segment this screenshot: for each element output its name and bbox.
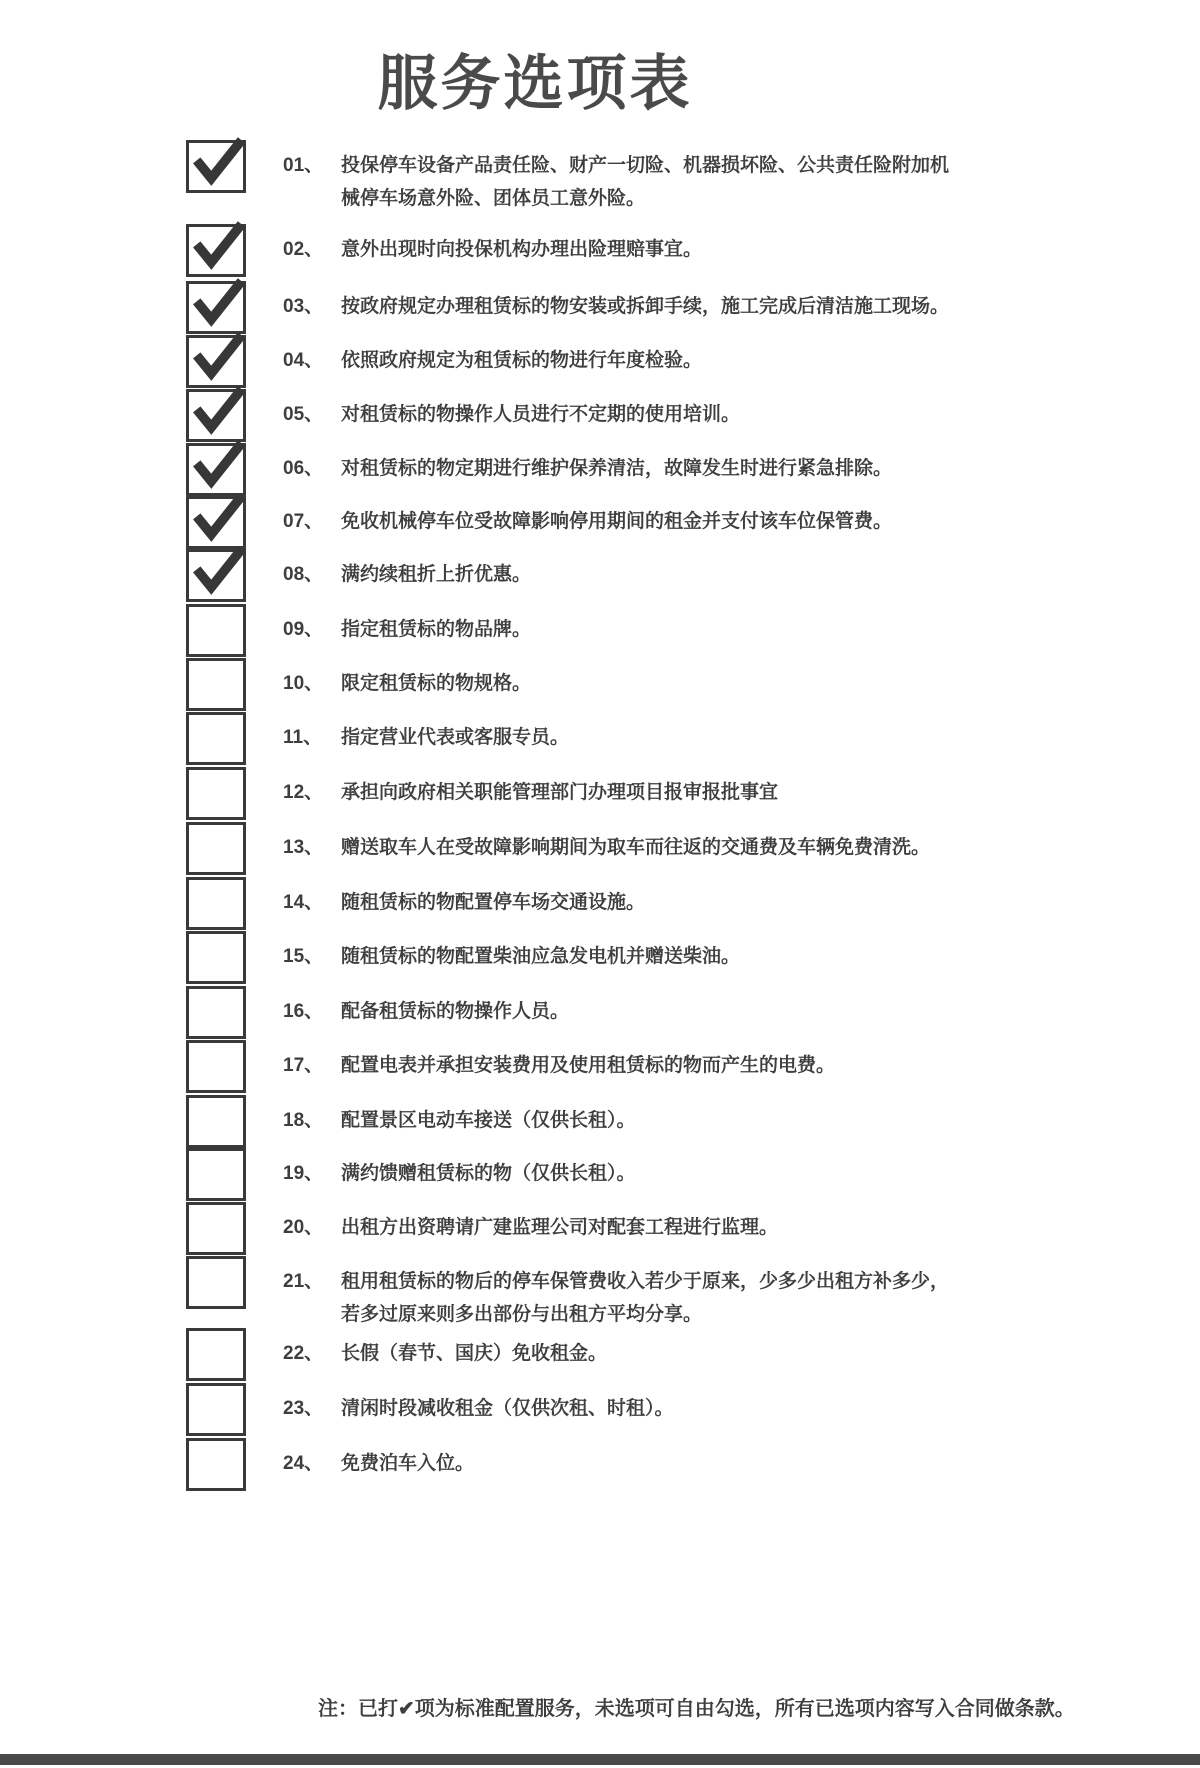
checklist-item-label bbox=[283, 995, 956, 1028]
checklist-row bbox=[186, 549, 956, 602]
checklist-row bbox=[186, 140, 956, 215]
checkbox[interactable] bbox=[186, 931, 246, 984]
checkmark-icon bbox=[190, 383, 246, 439]
checklist-item-label bbox=[283, 613, 956, 646]
item-text: 意外出现时向投保机构办理出险理赔事宜。 bbox=[341, 239, 703, 260]
item-text: 随租赁标的物配置停车场交通设施。 bbox=[341, 892, 646, 913]
item-number: 07、 bbox=[283, 511, 324, 532]
checklist-row bbox=[186, 877, 956, 930]
checkbox[interactable] bbox=[186, 1095, 246, 1148]
item-text: 免收机械停车位受故障影响停用期间的租金并支付该车位保管费。 bbox=[341, 511, 893, 532]
checkbox[interactable] bbox=[186, 281, 246, 334]
checkbox[interactable] bbox=[186, 1438, 246, 1491]
item-number: 12、 bbox=[283, 782, 324, 803]
checkbox[interactable] bbox=[186, 389, 246, 442]
checklist-item-label bbox=[283, 1049, 956, 1082]
checkbox[interactable] bbox=[186, 549, 246, 602]
checklist-row bbox=[186, 1438, 956, 1491]
checklist-item-label bbox=[283, 344, 956, 377]
checklist-item-label bbox=[283, 1392, 956, 1425]
footnote: 注：已打✔项为标准配置服务，未选项可自由勾选，所有已选项内容写入合同做条款。 bbox=[318, 1698, 1075, 1720]
checkbox[interactable] bbox=[186, 712, 246, 765]
item-text: 长假（春节、国庆）免收租金。 bbox=[341, 1343, 608, 1364]
checklist-item-label bbox=[283, 886, 956, 919]
item-text: 依照政府规定为租赁标的物进行年度检验。 bbox=[341, 350, 703, 371]
item-number: 24、 bbox=[283, 1453, 324, 1474]
item-text: 配置景区电动车接送（仅供长租）。 bbox=[341, 1110, 636, 1131]
checkbox[interactable] bbox=[186, 604, 246, 657]
item-number: 05、 bbox=[283, 404, 324, 425]
checklist-item-label bbox=[283, 721, 956, 754]
checklist-item-label bbox=[283, 776, 956, 809]
item-text: 清闲时段减收租金（仅供次租、时租）。 bbox=[341, 1398, 674, 1419]
checklist-item-label bbox=[283, 149, 956, 215]
checkbox[interactable] bbox=[186, 1202, 246, 1255]
page-title: 服务选项表 bbox=[377, 50, 693, 117]
item-number: 18、 bbox=[283, 1110, 324, 1131]
checkbox[interactable] bbox=[186, 986, 246, 1039]
checkbox[interactable] bbox=[186, 496, 246, 549]
checkbox[interactable] bbox=[186, 1148, 246, 1201]
checkbox[interactable] bbox=[186, 767, 246, 820]
bottom-bar bbox=[0, 1754, 1200, 1765]
item-text: 赠送取车人在受故障影响期间为取车而往返的交通费及车辆免费清洗。 bbox=[341, 837, 931, 858]
item-text: 随租赁标的物配置柴油应急发电机并赠送柴油。 bbox=[341, 946, 741, 967]
checklist-row bbox=[186, 1040, 956, 1093]
checkmark-icon bbox=[190, 437, 246, 493]
item-text: 配备租赁标的物操作人员。 bbox=[341, 1001, 570, 1022]
item-text: 对租赁标的物操作人员进行不定期的使用培训。 bbox=[341, 404, 741, 425]
checkbox[interactable] bbox=[186, 335, 246, 388]
item-number: 14、 bbox=[283, 892, 324, 913]
item-text: 租用租赁标的物后的停车保管费收入若少于原来，少多少出租方补多少，若多过原来则多出部份与出租方平均分享。 bbox=[341, 1271, 950, 1325]
checkbox[interactable] bbox=[186, 1383, 246, 1436]
checklist-row bbox=[186, 1328, 956, 1381]
checklist-item-label bbox=[283, 1211, 956, 1244]
checklist-row bbox=[186, 822, 956, 875]
checklist-row bbox=[186, 1148, 956, 1201]
checkmark-icon bbox=[190, 543, 246, 599]
checklist-item-label bbox=[283, 667, 956, 700]
checklist-item-label bbox=[283, 1157, 956, 1190]
item-text: 出租方出资聘请广建监理公司对配套工程进行监理。 bbox=[341, 1217, 779, 1238]
checklist-item-label bbox=[283, 1337, 956, 1370]
item-text: 承担向政府相关职能管理部门办理项目报审报批事宜 bbox=[341, 782, 779, 803]
item-number: 01、 bbox=[283, 155, 324, 176]
item-number: 08、 bbox=[283, 564, 324, 585]
item-text: 指定租赁标的物品牌。 bbox=[341, 619, 532, 640]
checkbox[interactable] bbox=[186, 1256, 246, 1309]
checklist-item-label bbox=[283, 558, 956, 591]
checklist-row bbox=[186, 443, 956, 496]
item-number: 22、 bbox=[283, 1343, 324, 1364]
item-number: 10、 bbox=[283, 673, 324, 694]
item-number: 06、 bbox=[283, 458, 324, 479]
checklist-item-label bbox=[283, 233, 956, 266]
checklist-row bbox=[186, 335, 956, 388]
item-text: 对租赁标的物定期进行维护保养清洁，故障发生时进行紧急排除。 bbox=[341, 458, 893, 479]
checkbox[interactable] bbox=[186, 224, 246, 277]
item-number: 02、 bbox=[283, 239, 324, 260]
checkbox[interactable] bbox=[186, 822, 246, 875]
checklist-row bbox=[186, 931, 956, 984]
item-number: 19、 bbox=[283, 1163, 324, 1184]
checkbox[interactable] bbox=[186, 1328, 246, 1381]
checklist-row bbox=[186, 712, 956, 765]
checklist-row bbox=[186, 604, 956, 657]
checklist-item-label bbox=[283, 831, 956, 864]
item-text: 限定租赁标的物规格。 bbox=[341, 673, 532, 694]
checklist-item-label bbox=[283, 1447, 956, 1480]
checkmark-icon bbox=[190, 218, 246, 274]
checkmark-icon bbox=[190, 490, 246, 546]
checkmark-icon bbox=[190, 329, 246, 385]
item-text: 满约馈赠租赁标的物（仅供长租）。 bbox=[341, 1163, 636, 1184]
item-number: 03、 bbox=[283, 296, 324, 317]
checklist-row bbox=[186, 1256, 956, 1331]
item-number: 15、 bbox=[283, 946, 324, 967]
checklist-item-label bbox=[283, 940, 956, 973]
checkmark-icon bbox=[190, 275, 246, 331]
checkbox[interactable] bbox=[186, 1040, 246, 1093]
item-number: 16、 bbox=[283, 1001, 324, 1022]
item-number: 17、 bbox=[283, 1055, 324, 1076]
checklist-row bbox=[186, 389, 956, 442]
checklist-item-label bbox=[283, 452, 956, 485]
checklist-row bbox=[186, 496, 956, 549]
checklist-row bbox=[186, 1202, 956, 1255]
item-text: 配置电表并承担安装费用及使用租赁标的物而产生的电费。 bbox=[341, 1055, 836, 1076]
item-number: 13、 bbox=[283, 837, 324, 858]
item-number: 21、 bbox=[283, 1271, 324, 1292]
checklist-row bbox=[186, 767, 956, 820]
item-number: 04、 bbox=[283, 350, 324, 371]
checklist-row bbox=[186, 1095, 956, 1148]
checklist-item-label bbox=[283, 1265, 956, 1331]
checklist-row bbox=[186, 1383, 956, 1436]
checkbox[interactable] bbox=[186, 877, 246, 930]
item-number: 23、 bbox=[283, 1398, 324, 1419]
checkmark-icon bbox=[190, 134, 246, 190]
checklist-row bbox=[186, 281, 956, 334]
checkbox[interactable] bbox=[186, 140, 246, 193]
checklist-item-label bbox=[283, 505, 956, 538]
checklist-row bbox=[186, 224, 956, 277]
item-text: 满约续租折上折优惠。 bbox=[341, 564, 532, 585]
item-number: 11、 bbox=[283, 727, 323, 748]
checklist-item-label bbox=[283, 290, 956, 323]
checklist-row bbox=[186, 986, 956, 1039]
item-text: 投保停车设备产品责任险、财产一切险、机器损坏险、公共责任险附加机械停车场意外险、团体员工意外险。 bbox=[341, 155, 950, 209]
item-number: 20、 bbox=[283, 1217, 324, 1238]
checkbox[interactable] bbox=[186, 658, 246, 711]
checklist-item-label bbox=[283, 1104, 956, 1137]
item-number: 09、 bbox=[283, 619, 324, 640]
item-text: 按政府规定办理租赁标的物安装或拆卸手续，施工完成后清洁施工现场。 bbox=[341, 296, 950, 317]
checklist-row bbox=[186, 658, 956, 711]
item-text: 免费泊车入位。 bbox=[341, 1453, 475, 1474]
checkbox[interactable] bbox=[186, 443, 246, 496]
checklist-item-label bbox=[283, 398, 956, 431]
item-text: 指定营业代表或客服专员。 bbox=[341, 727, 570, 748]
